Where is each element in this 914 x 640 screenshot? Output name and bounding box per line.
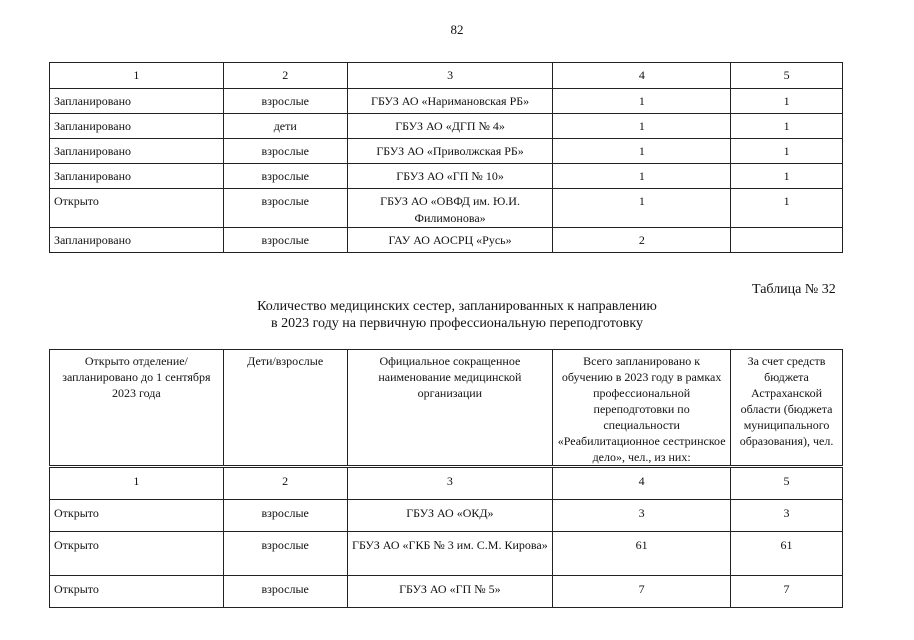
total-cell: 1 <box>553 139 731 164</box>
status-cell: Открыто <box>50 189 224 228</box>
table-row <box>50 500 843 532</box>
column-number: 4 <box>553 467 731 500</box>
title-line: Количество медицинских сестер, запланированных к направлению <box>257 299 657 314</box>
budget-cell: 7 <box>731 576 843 608</box>
column-header: Открыто отделение/запланировано до 1 сентября 2023 года <box>50 350 224 467</box>
status-cell: Запланировано <box>50 228 224 253</box>
table-number-row <box>50 467 843 500</box>
budget-cell: 1 <box>731 89 843 114</box>
org-cell: ГБУЗ АО «ГП № 5» <box>347 576 553 608</box>
group-cell: дети <box>223 114 347 139</box>
budget-cell: 1 <box>731 189 843 228</box>
status-cell: Запланировано <box>50 89 224 114</box>
org-cell: ГБУЗ АО «Наримановская РБ» <box>347 89 553 114</box>
org-cell: ГБУЗ АО «ГКБ № 3 им. С.М. Кирова» <box>347 532 553 576</box>
group-cell: взрослые <box>223 139 347 164</box>
total-cell: 61 <box>553 532 731 576</box>
org-cell: ГБУЗ АО «ГП № 10» <box>347 164 553 189</box>
total-cell: 1 <box>553 89 731 114</box>
table-row <box>50 576 843 608</box>
table-header-row <box>50 350 843 467</box>
status-cell: Открыто <box>50 500 224 532</box>
table-row <box>50 114 843 139</box>
table-row <box>50 189 843 228</box>
total-cell: 2 <box>553 228 731 253</box>
column-number: 3 <box>347 63 553 89</box>
group-cell: взрослые <box>223 89 347 114</box>
org-cell: ГБУЗ АО «ОКД» <box>347 500 553 532</box>
org-cell: ГБУЗ АО «ДГП № 4» <box>347 114 553 139</box>
column-header: Официальное сокращенное наименование медицинской организации <box>347 350 553 467</box>
status-cell: Запланировано <box>50 139 224 164</box>
group-cell: взрослые <box>223 228 347 253</box>
column-number: 5 <box>731 63 843 89</box>
status-cell: Открыто <box>50 576 224 608</box>
group-cell: взрослые <box>223 500 347 532</box>
org-cell: ГБУЗ АО «ОВФД им. Ю.И. Филимонова» <box>347 189 553 228</box>
column-number: 2 <box>223 63 347 89</box>
budget-cell: 1 <box>731 114 843 139</box>
page-number: 82 <box>450 22 464 37</box>
total-cell: 1 <box>553 189 731 228</box>
group-cell: взрослые <box>223 576 347 608</box>
org-cell: ГАУ АО АОСРЦ «Русь» <box>347 228 553 253</box>
budget-cell: 3 <box>731 500 843 532</box>
column-number: 4 <box>553 63 731 89</box>
column-header: Дети/взрослые <box>223 350 347 467</box>
status-cell: Открыто <box>50 532 224 576</box>
total-cell: 1 <box>553 114 731 139</box>
budget-cell <box>731 228 843 253</box>
table-row <box>50 164 843 189</box>
budget-cell: 1 <box>731 164 843 189</box>
status-cell: Запланировано <box>50 114 224 139</box>
table-row <box>50 532 843 576</box>
column-number: 3 <box>347 467 553 500</box>
column-header: За счет средств бюджета Астраханской области (бюджета муниципального образования), чел. <box>731 350 843 467</box>
org-cell: ГБУЗ АО «Приволжская РБ» <box>347 139 553 164</box>
group-cell: взрослые <box>223 189 347 228</box>
group-cell: взрослые <box>223 164 347 189</box>
table-row <box>50 228 843 253</box>
column-number: 5 <box>731 467 843 500</box>
status-cell: Запланировано <box>50 164 224 189</box>
column-header: Всего запланировано к обучению в 2023 году в рамках профессиональной переподготовки по специальности «Реабилитационное сестринское дело», чел., из них: <box>553 350 731 467</box>
budget-cell: 1 <box>731 139 843 164</box>
column-number: 1 <box>50 63 224 89</box>
column-number: 2 <box>223 467 347 500</box>
table-32 <box>49 349 843 608</box>
total-cell: 7 <box>553 576 731 608</box>
table-header-row <box>50 63 843 89</box>
column-number: 1 <box>50 467 224 500</box>
table-label: Таблица № 32 <box>752 282 836 297</box>
table-continued <box>49 62 843 253</box>
budget-cell: 61 <box>731 532 843 576</box>
table-row <box>50 89 843 114</box>
total-cell: 3 <box>553 500 731 532</box>
group-cell: взрослые <box>223 532 347 576</box>
title-line: в 2023 году на первичную профессиональную переподготовку <box>271 316 643 331</box>
table-row <box>50 139 843 164</box>
table-title <box>0 298 914 332</box>
total-cell: 1 <box>553 164 731 189</box>
